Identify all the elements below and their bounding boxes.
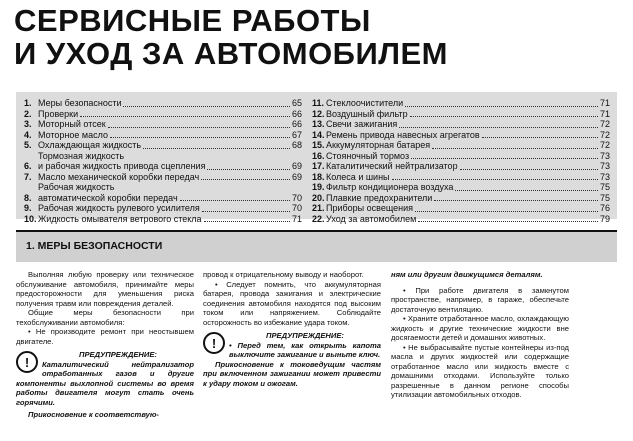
toc-entry-title: Фильтр кондиционера воздуха <box>326 182 454 192</box>
toc-leader-dots <box>392 179 598 180</box>
toc-page-number: 69 <box>291 161 302 171</box>
toc-page-number: 72 <box>599 140 610 150</box>
toc-entry <box>24 119 302 130</box>
toc-page-number: 75 <box>599 182 610 192</box>
toc-entry-title: Свечи зажигания <box>326 119 398 129</box>
toc-page-number: 79 <box>599 213 610 224</box>
toc-page-number: 69 <box>291 171 302 182</box>
toc-entry <box>312 161 610 172</box>
table-of-contents <box>16 92 617 224</box>
toc-entry-title: Масло механической коробки передач <box>38 171 200 182</box>
toc-leader-dots <box>108 127 290 128</box>
toc-entry-title: Охлаждающая жидкость <box>38 140 142 150</box>
bullet-paragraph: • Храните отработанное масло, охлаждающую жидкость и другие технические жидкости вне досягаемости детей и домашних животных. <box>391 314 569 342</box>
toc-entry-number: 6. <box>24 161 32 171</box>
toc-page-number: 75 <box>599 192 610 203</box>
toc-page-number: 76 <box>599 203 610 213</box>
toc-entry-number: 22. <box>312 213 325 224</box>
toc-entry <box>312 193 610 204</box>
toc-entry-number: 1. <box>24 98 32 108</box>
paragraph: Прикосновение к токоведущим частям при включенном зажигании может привести к удару током и ожогам. <box>203 359 381 388</box>
toc-leader-dots <box>410 116 598 117</box>
toc-entry <box>312 119 610 130</box>
toc-entry-number: 3. <box>24 119 32 129</box>
toc-entry-title: Аккумуляторная батарея <box>326 140 431 150</box>
toc-entry <box>24 151 302 172</box>
toc-entry-number: 17. <box>312 161 325 171</box>
toc-entry <box>24 98 302 109</box>
toc-entry <box>312 109 610 120</box>
bullet-paragraph: • Не выбрасывайте пустые контейнеры из-под масла и других жидкостей или содержащие отработанное масло или жидкость вместе с домашними отходами. Используйте только разрешенные в данном регионе способы утилизации автомобильных отходов. <box>391 342 569 399</box>
toc-entry-number: 10. <box>24 213 37 224</box>
toc-entry-title: Ремень привода навесных агрегатов <box>326 129 480 140</box>
toc-entry-title: Колеса и шины <box>326 171 390 182</box>
toc-entry-title: Приборы освещения <box>326 203 414 213</box>
toc-entry <box>312 203 610 214</box>
bullet-paragraph: • Не производите ремонт при неостывшем двигателе. <box>16 327 194 346</box>
toc-entry-title: Плавкие предохранители <box>326 192 433 203</box>
toc-entry-title: Стояночный тормоз <box>326 150 410 161</box>
toc-entry-title: Жидкость омывателя ветрового стекла <box>38 213 202 224</box>
toc-page-number: 73 <box>599 150 610 161</box>
text-column-2 <box>203 270 381 388</box>
toc-entry <box>24 140 302 151</box>
toc-entry-number: 15. <box>312 140 325 150</box>
text-column-1 <box>16 270 194 420</box>
toc-leader-dots <box>418 221 598 222</box>
toc-leader-dots <box>80 116 290 117</box>
toc-entry-title: и рабочая жидкость привода сцепления <box>38 161 206 171</box>
toc-right-column <box>312 98 610 224</box>
toc-entry-number: 11. <box>312 98 325 108</box>
toc-leader-dots <box>143 148 290 149</box>
toc-entry-number: 18. <box>312 171 325 182</box>
warning-block <box>16 350 194 407</box>
toc-entry-number: 9. <box>24 203 32 213</box>
toc-leader-dots <box>123 106 290 107</box>
toc-entry-number: 21. <box>312 203 325 213</box>
toc-page-number: 73 <box>599 161 610 171</box>
toc-leader-dots <box>411 158 598 159</box>
toc-entry-number: 8. <box>24 192 32 203</box>
toc-entry-title: Рабочая жидкость <box>38 182 115 192</box>
toc-page-number: 67 <box>291 129 302 140</box>
toc-entry-title: Каталитический нейтрализатор <box>326 161 458 171</box>
toc-entry-title: автоматической коробки передач <box>38 192 178 203</box>
toc-entry-title: Меры безопасности <box>38 98 122 108</box>
toc-entry <box>24 203 302 214</box>
warning-text: • Перед тем, как открыть капота выключите зажигание и выньте ключ. <box>229 340 381 359</box>
warning-icon: ! <box>203 332 225 354</box>
toc-page-number: 71 <box>599 108 610 119</box>
warning-block <box>203 331 381 360</box>
toc-leader-dots <box>207 169 290 170</box>
bullet-paragraph: • При работе двигателя в замкнутом пространстве, например, в гараже, обеспечьте достаточную вентиляцию. <box>391 285 569 314</box>
toc-entry <box>312 182 610 193</box>
toc-entry <box>24 109 302 120</box>
toc-entry <box>24 214 302 225</box>
toc-entry-number: 12. <box>312 108 325 119</box>
page-title <box>14 4 614 70</box>
toc-entry <box>312 98 610 109</box>
toc-leader-dots <box>399 127 598 128</box>
toc-entry-title: Проверки <box>38 108 79 119</box>
toc-page-number: 70 <box>291 203 302 213</box>
toc-entry-title: Стеклоочистители <box>326 98 404 108</box>
toc-leader-dots <box>434 200 598 201</box>
toc-page-number: 66 <box>291 108 302 119</box>
toc-page-number: 65 <box>291 98 302 108</box>
toc-page-number: 68 <box>291 140 302 150</box>
toc-entry <box>24 182 302 203</box>
toc-entry-title: Рабочая жидкость рулевого усилителя <box>38 203 200 213</box>
warning-text: Каталитический нейтрализатор отработанных газов и другие компоненты выхлопной системы во время работы двигателя могут стать очень горячими. <box>16 359 194 407</box>
toc-page-number: 73 <box>599 171 610 182</box>
toc-leader-dots <box>201 179 290 180</box>
toc-page-number: 71 <box>599 98 610 108</box>
toc-entry-number: 7. <box>24 171 32 182</box>
toc-entry-number: 13. <box>312 119 325 129</box>
toc-entry-number: 2. <box>24 108 32 119</box>
toc-entry-number: 20. <box>312 192 325 203</box>
toc-entry <box>312 151 610 162</box>
toc-entry-number: 5. <box>24 140 32 150</box>
text-column-3 <box>391 270 569 400</box>
toc-leader-dots <box>405 106 598 107</box>
toc-entry-title: Уход за автомобилем <box>326 213 417 224</box>
toc-leader-dots <box>415 211 598 212</box>
toc-entry-title: Моторное масло <box>38 129 108 140</box>
paragraph: Общие меры безопасности при техобслуживании автомобиля: <box>16 308 194 327</box>
paragraph: Прикосновение к соответствую- <box>28 410 159 419</box>
paragraph: Выполняя любую проверку или техническое обслуживание автомобиля, принимайте меры предосторожности для уменьшения риска получения травм или повреждения деталей. <box>16 270 194 308</box>
paragraph: ням или другим движущимся деталям. <box>391 270 543 279</box>
toc-leader-dots <box>482 137 598 138</box>
toc-entry-number: 16. <box>312 150 325 161</box>
toc-entry-title: Моторный отсек <box>38 119 106 129</box>
toc-entry <box>24 130 302 141</box>
toc-entry <box>312 172 610 183</box>
toc-entry <box>24 172 302 183</box>
toc-entry-number: 14. <box>312 129 325 140</box>
toc-leader-dots <box>455 190 598 191</box>
toc-left-column <box>24 98 302 224</box>
toc-entry-title: Воздушный фильтр <box>326 108 408 119</box>
toc-page-number: 72 <box>599 119 610 129</box>
bullet-paragraph: • Следует помнить, что аккумуляторная батарея, провода зажигания и электрические соединения автомобиля находятся под высоким током или напряжением. Соблюдайте осторожность во избежание удара током. <box>203 279 381 327</box>
toc-entry <box>312 214 610 225</box>
toc-page-number: 70 <box>291 192 302 203</box>
toc-page-number: 72 <box>599 129 610 140</box>
toc-entry <box>312 130 610 141</box>
toc-entry-title: Тормозная жидкость <box>38 150 125 161</box>
warning-title: ПРЕДУПРЕЖДЕНИЕ: <box>266 331 344 340</box>
page-title-line-1: СЕРВИСНЫЕ РАБОТЫ <box>14 3 371 38</box>
paragraph: провод к отрицательному выводу и наоборот. <box>203 270 364 279</box>
section-title: 1. МЕРЫ БЕЗОПАСНОСТИ <box>26 240 163 252</box>
toc-leader-dots <box>202 211 290 212</box>
toc-page-number: 71 <box>291 213 302 224</box>
section-header <box>16 230 617 262</box>
toc-entry <box>312 140 610 151</box>
toc-leader-dots <box>110 137 290 138</box>
warning-title: ПРЕДУПРЕЖДЕНИЕ: <box>79 350 157 359</box>
toc-leader-dots <box>460 169 598 170</box>
toc-leader-dots <box>432 148 598 149</box>
toc-leader-dots <box>204 221 290 222</box>
page-title-line-2: И УХОД ЗА АВТОМОБИЛЕМ <box>14 36 448 71</box>
toc-page-number: 66 <box>291 119 302 129</box>
toc-entry-number: 19. <box>312 182 325 192</box>
toc-entry-number: 4. <box>24 129 32 140</box>
toc-leader-dots <box>180 200 290 201</box>
warning-icon: ! <box>16 351 38 373</box>
